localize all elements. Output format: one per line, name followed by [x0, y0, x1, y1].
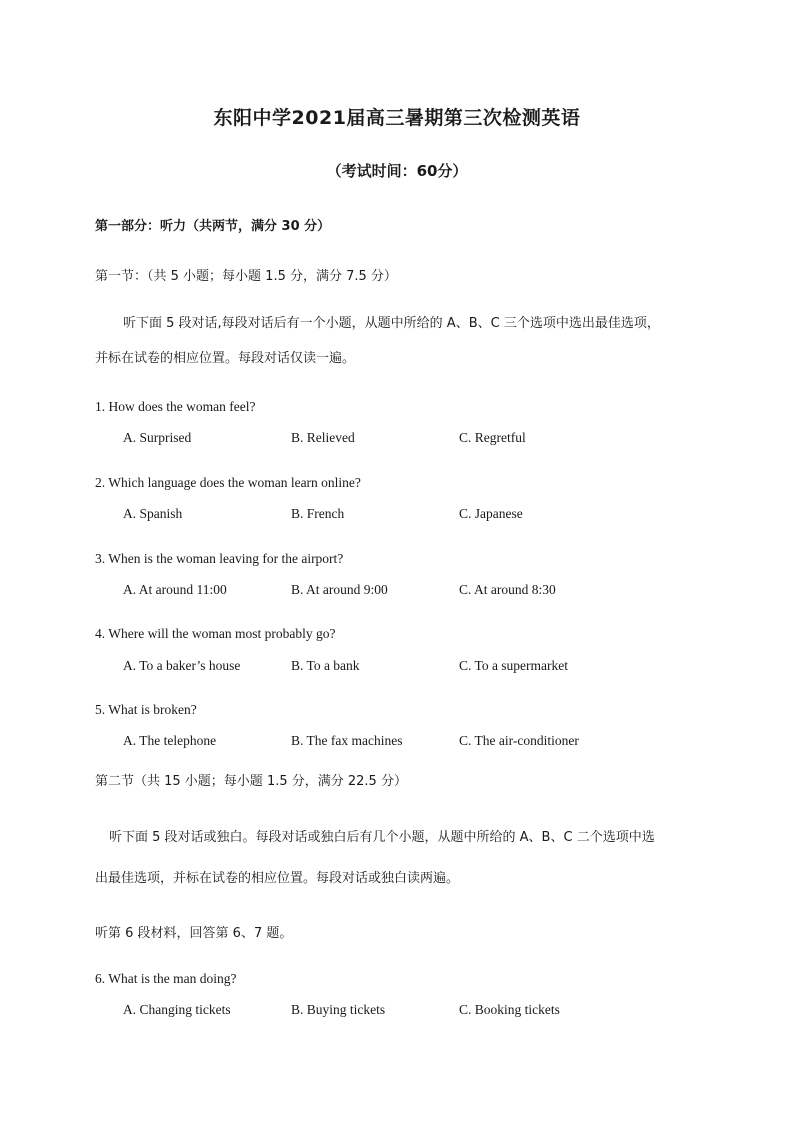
question-stem: 1. How does the woman feel? — [95, 399, 256, 414]
section1-instruction-line1: 听下面 5 段对话,每段对话后有一个小题，从题中所给的 A、B、C 三个选项中选出最佳选项， — [123, 316, 660, 331]
exam-duration: （考试时间：60分） — [326, 162, 468, 180]
question-stem: 5. What is broken? — [95, 702, 197, 717]
section2-instruction-line2: 出最佳选项，并标在试卷的相应位置。每段对话或独白读两遍。 — [95, 871, 460, 886]
option-b: B. Buying tickets — [291, 1002, 386, 1017]
option-c: C. Regretful — [459, 430, 526, 445]
part1-heading: 第一部分：听力（共两节，满分 30 分） — [95, 219, 331, 234]
section2-instruction-line1: 听下面 5 段对话或独白。每段对话或独白后有几个小题，从题中所给的 A、B、C 二个选项中选 — [109, 830, 655, 845]
option-c: C. Booking tickets — [459, 1002, 560, 1017]
option-b: B. At around 9:00 — [291, 582, 388, 597]
question-stem: 3. When is the woman leaving for the airport? — [95, 551, 344, 566]
option-a: A. At around 11:00 — [123, 582, 227, 597]
option-b: B. To a bank — [291, 658, 360, 673]
option-a: A. Changing tickets — [123, 1002, 231, 1017]
option-a: A. Surprised — [123, 430, 192, 445]
option-a: A. Spanish — [123, 506, 183, 521]
question-stem: 2. Which language does the woman learn online? — [95, 475, 361, 490]
option-c: C. Japanese — [459, 506, 523, 521]
option-c: C. To a supermarket — [459, 658, 569, 673]
section2-heading: 第二节（共 15 小题；每小题 1.5 分，满分 22.5 分） — [95, 774, 407, 789]
option-c: C. The air-conditioner — [459, 733, 579, 748]
option-b: B. French — [291, 506, 345, 521]
option-b: B. Relieved — [291, 430, 355, 445]
section1-instruction-line2: 并标在试卷的相应位置。每段对话仅读一遍。 — [95, 351, 356, 366]
section1-heading: 第一节：（共 5 小题；每小题 1.5 分，满分 7.5 分） — [95, 269, 397, 284]
option-a: A. The telephone — [123, 733, 217, 748]
exam-title: 东阳中学2021届高三暑期第三次检测英语 — [213, 107, 581, 129]
option-b: B. The fax machines — [291, 733, 403, 748]
option-a: A. To a baker’s house — [123, 658, 241, 673]
question-stem: 4. Where will the woman most probably go? — [95, 626, 336, 641]
material-note: 听第 6 段材料，回答第 6、7 题。 — [95, 926, 293, 941]
question-stem: 6. What is the man doing? — [95, 971, 237, 986]
option-c: C. At around 8:30 — [459, 582, 556, 597]
